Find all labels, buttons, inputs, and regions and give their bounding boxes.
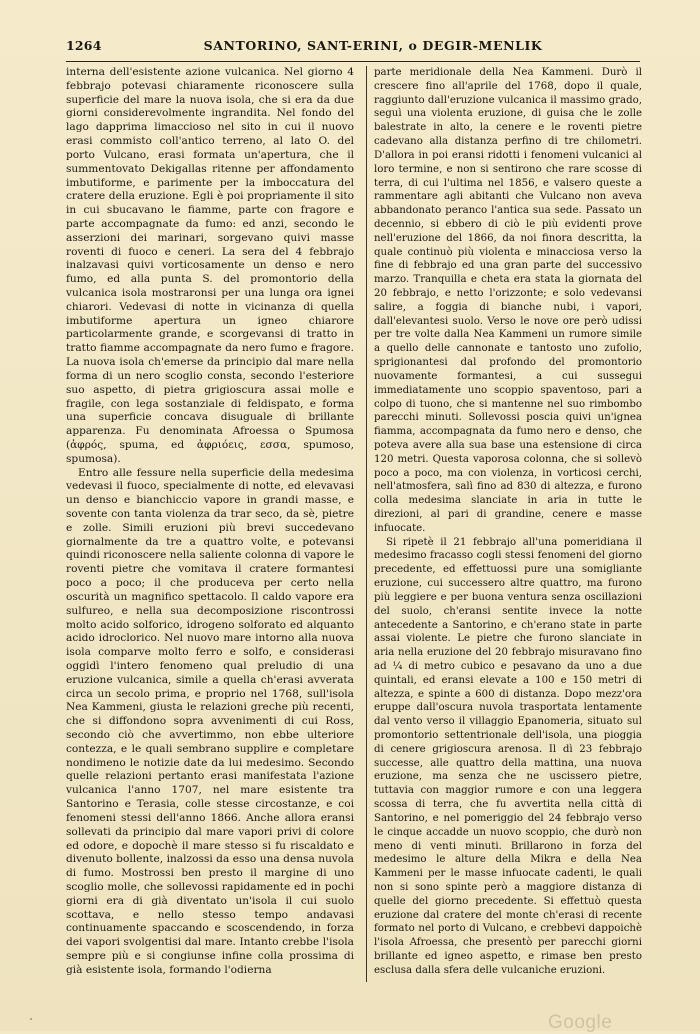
- column-divider: [366, 66, 367, 982]
- paragraph: Si ripetè il 21 febbrajo all'una pomeridiana il medesimo fracasso cogli stessi fenomeni del giorno precedente, ed effettuossi pure una somigliante eruzione, cui successero altre quattro, ma furono più leggiere e per buona ventura senza oscillazioni del suolo, ch'eransi sentite invece la notte antecedente a Santorino, e ch'erano state in parte assai violente. Le pietre che furono slanciate in aria nella eruzione del 20 febbrajo misuravano fino ad ¼ di metro cubico e pesavano da uno a due quintali, ed eransi elevate a 100 e 150 metri di altezza, e spinte a 600 di distanza. Dopo mezz'ora eruppe dall'oscura nuvola trasportata lentamente dal vento verso il villaggio Epanomeria, situato sul promontorio settentrionale dell'isola, una pioggia di cenere grigioscura arenosa. Il dì 23 febbrajo successe, alle quattro della mattina, una nuova eruzione, ma senza che ne uscissero pietre, tuttavia con maggior rumore e con una leggera scossa di terra, che fu avvertita nella città di Santorino, e nel pomeriggio del 24 febbrajo verso le cinque accadde un nuovo scoppio, che durò non meno di venti minuti. Brillarono in forza del medesimo le alture della Mikra e della Nea Kammeni per le masse infuocate cadenti, le quali non si sono spinte però a maggiore distanza di quelle del giorno precedente. Si effettuò questa eruzione dal cratere del monte ch'erasi di recente formato nel porto di Vulcano, e crebbevi dappoichè l'isola Afroessa, che presentò per parecchi giorni brillante ed igneo aspetto, e rimase ben presto esclusa dalla sfera delle vulcaniche eruzioni.: [374, 536, 642, 976]
- running-title: SANTORINO, SANT-ERINI, o DEGIR-MENLIK: [203, 38, 543, 53]
- scan-watermark: Google: [548, 1012, 613, 1033]
- paragraph: parte meridionale della Nea Kammeni. Durò il crescere fino all'aprile del 1768, dopo il quale, raggiunto dall'eruzione vulcanica il massimo grado, seguì una violenta eruzione, di guisa che le zolle balestrate in alto, la cenere e le roventi pietre cadevano alla distanza perfino di tre chilometri. D'allora in poi eransi ridotti i fenomeni vulcanici al loro termine, e non si sentirono che rare scosse di terra, di cui l'ultima nel 1856, e valsero queste a rammentare agli abitanti che Vulcano non aveva abbandonato peranco l'antica sua sede. Passato un decennio, si ebbero di ciò le più evidenti prove nell'eruzione del 1866, da noi finora descritta, la quale continuò più violenta e minacciosa verso la fine di febbrajo ed una gran parte del successivo marzo. Tranquilla e cheta era stata la giornata del 20 febbrajo, e netto l'orizzonte; e solo vedevansi salire, a foggia di bianche nubi, i vapori, dall'elevantesi suolo. Verso le nove ore però udissi per tre volte dalla Nea Kammeni un rumore simile a quello delle cannonate e tantosto uno zufolio, sprigionantesi dal profondo del promontorio nuovamente formantesi, a cui sussegui immediatamente uno scoppio spaventoso, pari a colpo di tuono, che si mantenne nel suo rimbombo parecchi minuti. Sollevossi poscia quivi un'ignea fiamma, accompagnata da fumo nero e denso, che poteva avere alla sua base una estensione di circa 120 metri. Questa vaporosa colonna, che si sollevò poco a poco, ma con violenza, in vorticosi cerchi, nell'atmosfera, salì fino ad 830 di altezza, e furono colla medesima slanciate in aria in tutte le direzioni, al pari di grandine, cenere e masse infuocate.: [374, 67, 642, 534]
- page-header: [66, 36, 640, 58]
- paragraph: interna dell'esistente azione vulcanica. Nel giorno 4 febbrajo potevasi chiaramente riconoscere sulla superficie del mare la nuova isola, che si era da due giorni considerevolmente ingrandita. Nel fondo del lago dapprima limaccioso nel sito in cui il nuovo erasi commisto coll'antico terreno, al lato O. del porto Vulcano, erasi formata un'apertura, che il summentovato Dekigallas ritenne per affondamento imbutiforme, e parimente per la imboccatura del cratere della eruzione. Egli è poi propriamente il sito in cui sbucavano le fiamme, parte con fragore e parte accompagnate da fumo: ed anzi, secondo le asserzioni dei marinari, sorgevano quivi masse roventi di fuoco e ceneri. La sera del 4 febbrajo inalzavasi quivi vorticosamente un denso e nero fumo, ed alla punta S. del promontorio della vulcanica isola mostraronsi per una lunga ora ignei chiarori. Vedevasi di notte in vicinanza di quella imbutiforme apertura un igneo chiarore particolarmente grande, e scorgevansi di tratto in tratto fiamme accompagnate da nero fumo e fragore. La nuova isola ch'emerse da principio dal mare nella forma di un nero scoglio consta, secondo l'esteriore suo aspetto, di pietra grigioscura assai molle e fragile, con lega sostanziale di feldispato, e forma una superficie concava disuguale di brillante apparenza. Fu denominata Afroessa o Spumosa (ἀφρός, spuma, ed ἀφριόεις, εσσα, spumoso, spumosa).: [66, 66, 354, 465]
- paper-speck: [30, 1018, 32, 1020]
- header-rule: [66, 61, 640, 62]
- page-number: 1264: [66, 38, 102, 53]
- paragraph: Entro alle fessure nella superficie della medesima vedevasi il fuoco, specialmente di notte, ed elevavasi un denso e bianchiccio vapore in grandi masse, e sovente con tanta violenza da trar seco, da sè, pietre e zolle. Simili eruzioni più brevi succedevano giornalmente da tre a quattro volte, e potevansi quindi riconoscere nella saliente colonna di vapore le roventi pietre che vomitava il cratere formantesi poco a poco; il che produceva per certo nella oscurità un magnifico spettacolo. Il caldo vapore era sulfureo, e nella sua decomposizione riscontrossi molto acido solforico, idrogeno solforato ed alquanto acido idroclorico. Nel nuovo mare intorno alla nuova isola comparve molto ferro e solfo, e considerasi oggidì l'intero fenomeno qual preludio di una eruzione vulcanica, simile a quella ch'erasi avverata circa un secolo prima, e proprio nel 1768, sull'isola Nea Kammeni, giusta le relazioni greche più recenti, che si diffondono sopra avvenimenti di cui Ross, secondo ciò che avvertimmo, non ebbe ulteriore contezza, e le quali sembrano supplire e completare nondimeno le notizie date da lui medesimo. Secondo quelle relazioni pertanto erasi manifestata l'azione vulcanica l'anno 1707, nel mare esistente tra Santorino e Terasia, colle stesse circostanze, e coi fenomeni stessi dell'anno 1866. Anche allora eransi sollevati da principio dal mare vapori privi di colore ed odore, e dopochè il mare stesso si fu riscaldato e divenuto bollente, inalzossi da esso una densa nuvola di fumo. Mostrossi ben presto il margine di uno scoglio molle, che sollevossi rapidamente ed in pochi giorni era di già diventato un'isola il cui suolo scottava, e nello stesso tempo andavasi continuamente spaccando e scoscendendo, in forza dei vapori svolgentisi dal mare. Intanto crebbe l'isola sempre più e si congiunse infine colla prossima di già esistente isola, formando l'odierna: [66, 466, 354, 976]
- left-column: [66, 66, 354, 978]
- right-column: [374, 66, 642, 978]
